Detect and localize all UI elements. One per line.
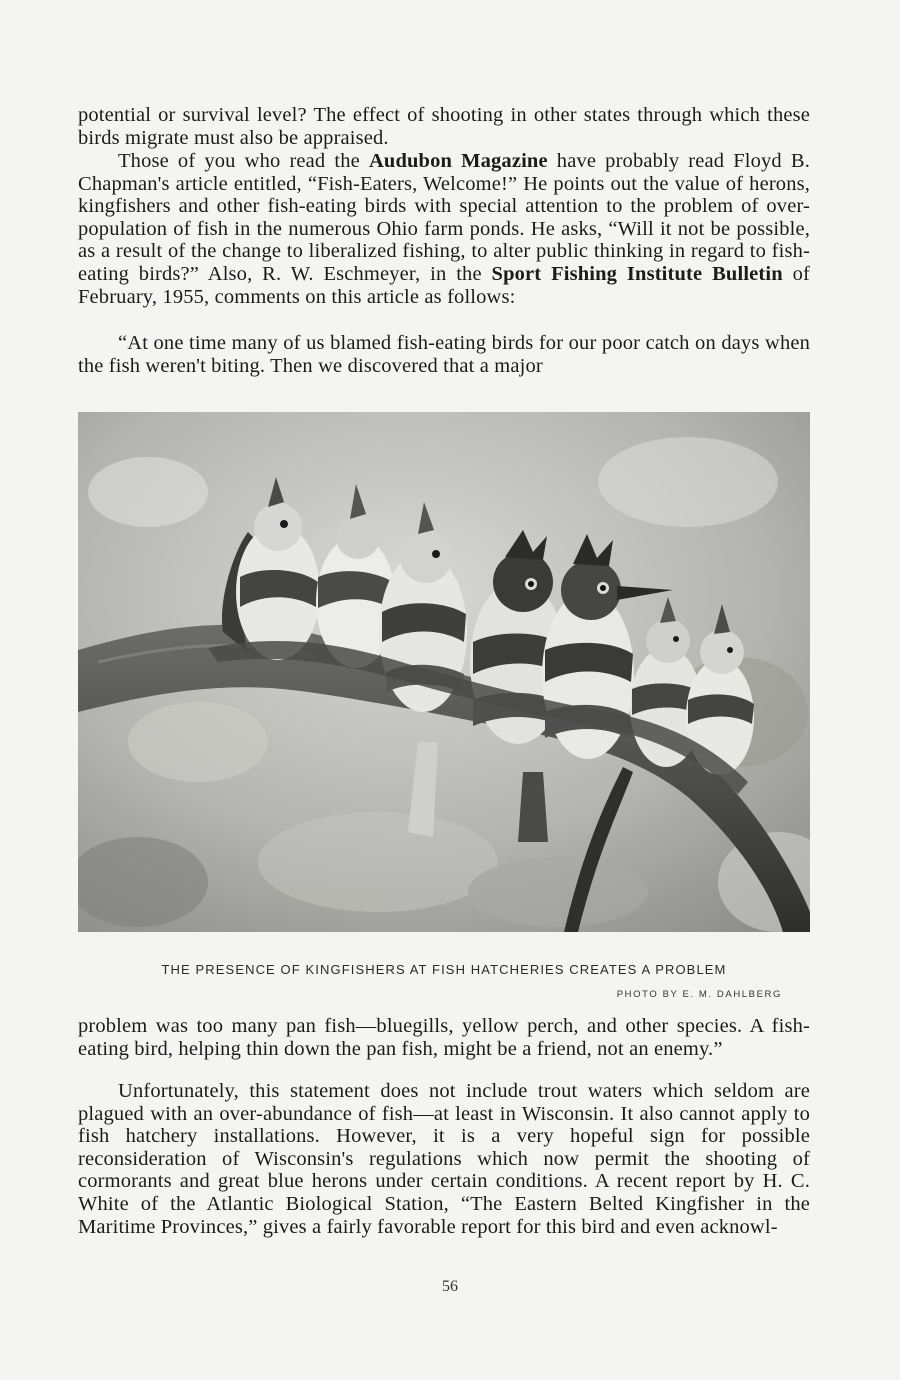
paragraph-quote-start <box>78 332 810 377</box>
paragraph-text: Those of you who read the <box>118 150 369 172</box>
paragraph-continuation <box>78 104 810 149</box>
paragraph-text: have probably read Floyd B. Chapman's article entitled, “Fish-Eaters, Welcome!” He points out the value of herons, kingfishers and other fish-eating birds with special attention to the problem of over-population of fish in the numerous Ohio farm ponds. He asks, “Will it not be possible, as a result of the change to liberalized fishing, to alter public thinking in regard to fish-eating birds?” Also, R. W. Eschmeyer, in the <box>78 150 810 285</box>
paragraph-text: “At one time many of us blamed fish-eating birds for our poor catch on days when the fish weren't biting. Then we discovered that a major <box>78 332 810 377</box>
paragraph-text: Unfortunately, this statement does not include trout waters which seldom are plagued with an over-abundance of fish—at least in Wisconsin. It also cannot apply to fish hatchery installations. However, it is a very hopeful sign for possible reconsideration of Wisconsin's regulations which now permit the shooting of cormorants and great blue herons under certain conditions. A recent report by H. C. White of the Atlantic Biological Station, “The Eastern Belted Kingfisher in the Maritime Provinces,” gives a fairly favorable report for this bird and even acknowl- <box>78 1080 810 1238</box>
paragraph-text: potential or survival level? The effect of shooting in other states through which these birds migrate must also be appraised. <box>78 104 810 149</box>
paragraph-audubon <box>78 150 810 308</box>
paragraph-text: problem was too many pan fish—bluegills, yellow perch, and other species. A fish-eating bird, helping thin down the pan fish, might be a friend, not an enemy.” <box>78 1015 810 1060</box>
kingfishers-on-branch-illustration <box>78 412 810 932</box>
paragraph-quote-end <box>78 1015 810 1060</box>
kingfisher-photo <box>78 412 810 932</box>
publication-title: Audubon Magazine <box>368 150 548 172</box>
photo-credit: PHOTO BY E. M. DAHLBERG <box>616 989 782 1000</box>
publication-title: Sport Fishing Institute Bulletin <box>491 262 783 285</box>
paragraph-unfortunately <box>78 1080 810 1238</box>
figure-caption: THE PRESENCE OF KINGFISHERS AT FISH HATCHERIES CREATES A PROBLEM <box>161 962 727 977</box>
page-number: 56 <box>442 1278 458 1295</box>
paragraph-text: of February, 1955, comments on this article as follows: <box>78 262 810 308</box>
